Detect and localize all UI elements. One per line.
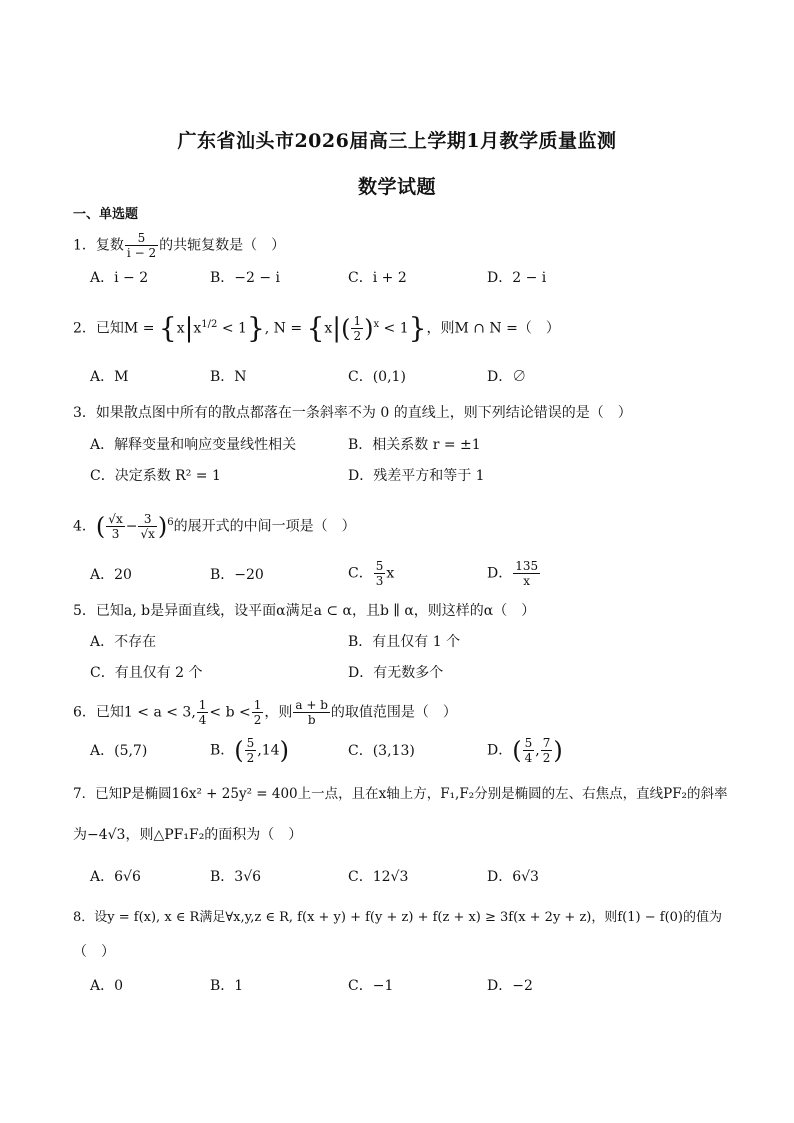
q6-f3-den: b (307, 713, 316, 727)
q6-prefix: 6．已知1 < a < 3, (73, 704, 196, 721)
q6-d-label: D． (487, 742, 513, 759)
q6-b-paren-close: ) (279, 736, 289, 765)
q3-option-c: C．决定系数 R² = 1 (90, 468, 221, 484)
q1-option-d: D．2 − i (487, 270, 547, 286)
q4-frac-1 (106, 512, 124, 541)
q8-option-a: A．0 (90, 978, 124, 994)
q7-option-c: C．12√3 (348, 869, 409, 885)
q8-option-d: D．−2 (487, 978, 533, 994)
q6-d-paren-close: ) (553, 736, 563, 765)
q6-f2-num: 1 (253, 698, 262, 712)
q2-m-var: x (176, 320, 185, 337)
question-8-line-2: （ ） (73, 944, 115, 960)
q8-option-c: C．−1 (348, 978, 394, 994)
q7-option-d: D．6√3 (487, 869, 539, 885)
q1-frac-den: i − 2 (126, 246, 157, 260)
q1-option-b: B．−2 − i (210, 270, 281, 286)
question-5: 5．已知a, b是异面直线，设平面α满足a ⊂ α，且b ∥ α，则这样的α（ ） (73, 603, 536, 619)
q5-option-c: C．有且仅有 2 个 (90, 665, 203, 681)
q6-frac-1 (197, 698, 209, 727)
q6-b-paren-open: ( (234, 736, 244, 765)
q2-m-bar: | (184, 313, 194, 344)
question-8-line-1: 8．设y = f(x), x ∈ R满足∀x,y,z ∈ R, f(x + y) + f(y + z) + f(z + x) ≥ 3f(x + 2y + z)，则f(1) − f(0)的值为 (73, 910, 722, 925)
question-4 (73, 512, 356, 541)
q4-frac-2 (138, 512, 156, 541)
q2-n-bar: | (332, 313, 342, 344)
q2-paren-open: ( (341, 314, 351, 343)
q4-f2-den: √x (140, 527, 155, 541)
q4-minus: − (125, 518, 138, 535)
q2-suffix: ，则M ∩ N =（ ） (426, 320, 560, 337)
q4-prefix: 4． (73, 518, 96, 535)
q1-fraction (125, 231, 158, 260)
q2-mid: , N = (264, 320, 303, 337)
q4-d-label: D． (487, 565, 513, 582)
q5-option-a: A．不存在 (90, 634, 157, 650)
q4-d-frac (513, 559, 540, 588)
q6-d-frac-1 (523, 736, 535, 765)
page-subtitle: 数学试题 (357, 176, 436, 198)
q6-frac-3 (293, 698, 330, 727)
q6-f3-num: a + b (295, 698, 328, 712)
q6-d-d1: 4 (524, 751, 533, 765)
q6-f2-den: 2 (253, 713, 262, 727)
q2-option-a: A．M (90, 369, 129, 385)
q6-mid2: ，则 (264, 704, 293, 721)
q4-option-a: A．20 (90, 567, 132, 583)
q6-option-c: C．(3,13) (348, 743, 415, 759)
q4-paren-close: ) (157, 512, 168, 541)
q4-c-frac (374, 559, 386, 588)
section-heading: 一、单选题 (73, 207, 139, 222)
q4-d-den: x (523, 574, 531, 588)
q4-f1-num: √x (108, 512, 123, 526)
q4-option-d (487, 559, 541, 588)
q6-d-d2: 2 (542, 751, 551, 765)
q6-b-label: B． (210, 742, 235, 759)
q2-m-exp: 1/2 (201, 318, 218, 330)
q6-option-a: A．(5,7) (90, 743, 148, 759)
page-title: 广东省汕头市2026届高三上学期1月教学质量监测 (177, 130, 617, 152)
q4-c-label: C． (348, 565, 373, 582)
q5-option-d: D．有无数多个 (348, 665, 444, 681)
question-6 (73, 698, 457, 727)
q1-option-a: A．i − 2 (90, 270, 149, 286)
q2-n-brace-close: } (408, 311, 427, 345)
q4-exp: 6 (167, 516, 174, 528)
q2-paren-close: ) (364, 314, 374, 343)
q2-n-brace-open: { (306, 311, 325, 345)
q1-suffix: 的共轭复数是（ ） (159, 237, 286, 254)
q6-option-d: D．( $\frac{5}{4}$ , $\frac{7}{2}$ ) (487, 736, 563, 765)
q4-f1-den: 3 (111, 527, 120, 541)
question-2 (73, 311, 560, 345)
q4-option-b: B．−20 (210, 567, 264, 583)
q2-brace-close: } (246, 311, 265, 345)
q3-option-b: B．相关系数 r = ±1 (348, 437, 481, 453)
q2-option-c: C．(0,1) (348, 369, 406, 385)
q2-n-lt: < 1 (383, 320, 409, 337)
q6-b-tail: ,14 (257, 742, 280, 759)
q6-d-n2: 7 (542, 736, 551, 750)
q4-paren-open: ( (95, 512, 106, 541)
q6-frac-2 (252, 698, 264, 727)
q6-f1-den: 4 (198, 713, 207, 727)
q2-option-b: B．N (210, 369, 247, 385)
q7-option-b: B．3√6 (210, 869, 262, 885)
q2-option-d: D．∅ (487, 369, 527, 385)
question-7-line-1: 7．已知P是椭圆16x² + 25y² = 400上一点，且在x轴上方，F₁,F₂分别是椭圆的左、右焦点，直线PF₂的斜率 (73, 786, 728, 802)
q1-frac-num: 5 (125, 231, 158, 246)
q2-brace-open: { (158, 311, 177, 345)
question-3: 3．如果散点图中所有的散点都落在一条斜率不为 0 的直线上，则下列结论错误的是（ ） (73, 405, 632, 421)
q4-c-tail: x (386, 565, 395, 582)
q2-n-var: x (324, 320, 333, 337)
q4-f2-num: 3 (138, 512, 156, 527)
q6-d-paren-open: ( (512, 736, 522, 765)
q4-suffix: 的展开式的中间一项是（ ） (173, 518, 356, 535)
q8-option-b: B．1 (210, 978, 244, 994)
q2-m-cond: x (193, 320, 202, 337)
q1-option-c: C．i + 2 (348, 270, 407, 286)
q6-b-frac (245, 736, 257, 765)
q1-prefix: 1．复数 (73, 237, 124, 254)
q5-option-b: B．有且仅有 1 个 (348, 634, 461, 650)
q6-f1-num: 1 (198, 698, 207, 712)
q6-suffix: 的取值范围是（ ） (330, 704, 457, 721)
q7-option-a: A．6√6 (90, 869, 141, 885)
q2-n-exp: x (373, 318, 380, 330)
q2-half-den: 2 (353, 329, 362, 343)
q3-option-d: D．残差平方和等于 1 (348, 468, 485, 484)
q6-mid: < b < (209, 704, 251, 721)
q6-option-b (210, 736, 289, 765)
q2-prefix: 2．已知M = (73, 320, 155, 337)
q4-c-num: 5 (375, 559, 384, 573)
q6-b-den: 2 (246, 751, 255, 765)
q2-m-lt: < 1 (221, 320, 247, 337)
q6-b-num: 5 (246, 736, 255, 750)
question-7-line-2: 为−4√3，则△PF₁F₂的面积为（ ） (73, 827, 303, 843)
q2-half (351, 314, 363, 343)
question-1 (73, 231, 285, 260)
q4-c-den: 3 (375, 574, 384, 588)
q6-d-n1: 5 (524, 736, 533, 750)
q4-option-c (348, 559, 394, 588)
q2-half-num: 1 (353, 314, 362, 328)
q4-d-num: 135 (515, 559, 539, 573)
q6-d-frac-2 (541, 736, 553, 765)
q3-option-a: A．解释变量和响应变量线性相关 (90, 437, 297, 453)
